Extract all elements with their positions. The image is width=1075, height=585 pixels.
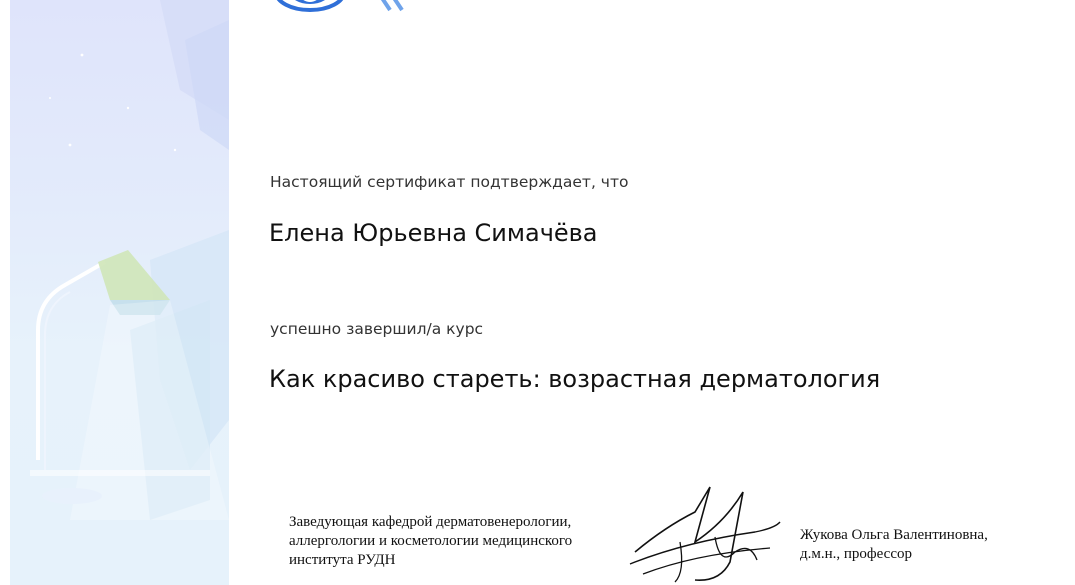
signer-position-line: аллергологии и косметологии медицинского (289, 533, 573, 549)
signer-name: Жукова Ольга Валентиновна, (800, 527, 988, 543)
signer-position-line: института РУДН (289, 552, 396, 568)
decorative-side-panel (10, 0, 229, 585)
completed-course-text: успешно завершил/а курс (270, 320, 484, 338)
recipient-name: Елена Юрьевна Симачёва (269, 219, 598, 247)
certificate-intro-text: Настоящий сертификат подтверждает, что (270, 173, 629, 191)
rudn-logo-icon (270, 0, 500, 24)
lamp-illustration (10, 0, 229, 585)
handwritten-signature (625, 482, 785, 585)
signer-credentials: д.м.н., профессор (800, 546, 912, 562)
signer-name-block (800, 526, 988, 564)
signer-position-line: Заведующая кафедрой дерматовенерологии, (289, 514, 572, 530)
signer-position (289, 513, 572, 570)
course-title: Как красиво стареть: возрастная дерматология (269, 365, 881, 393)
